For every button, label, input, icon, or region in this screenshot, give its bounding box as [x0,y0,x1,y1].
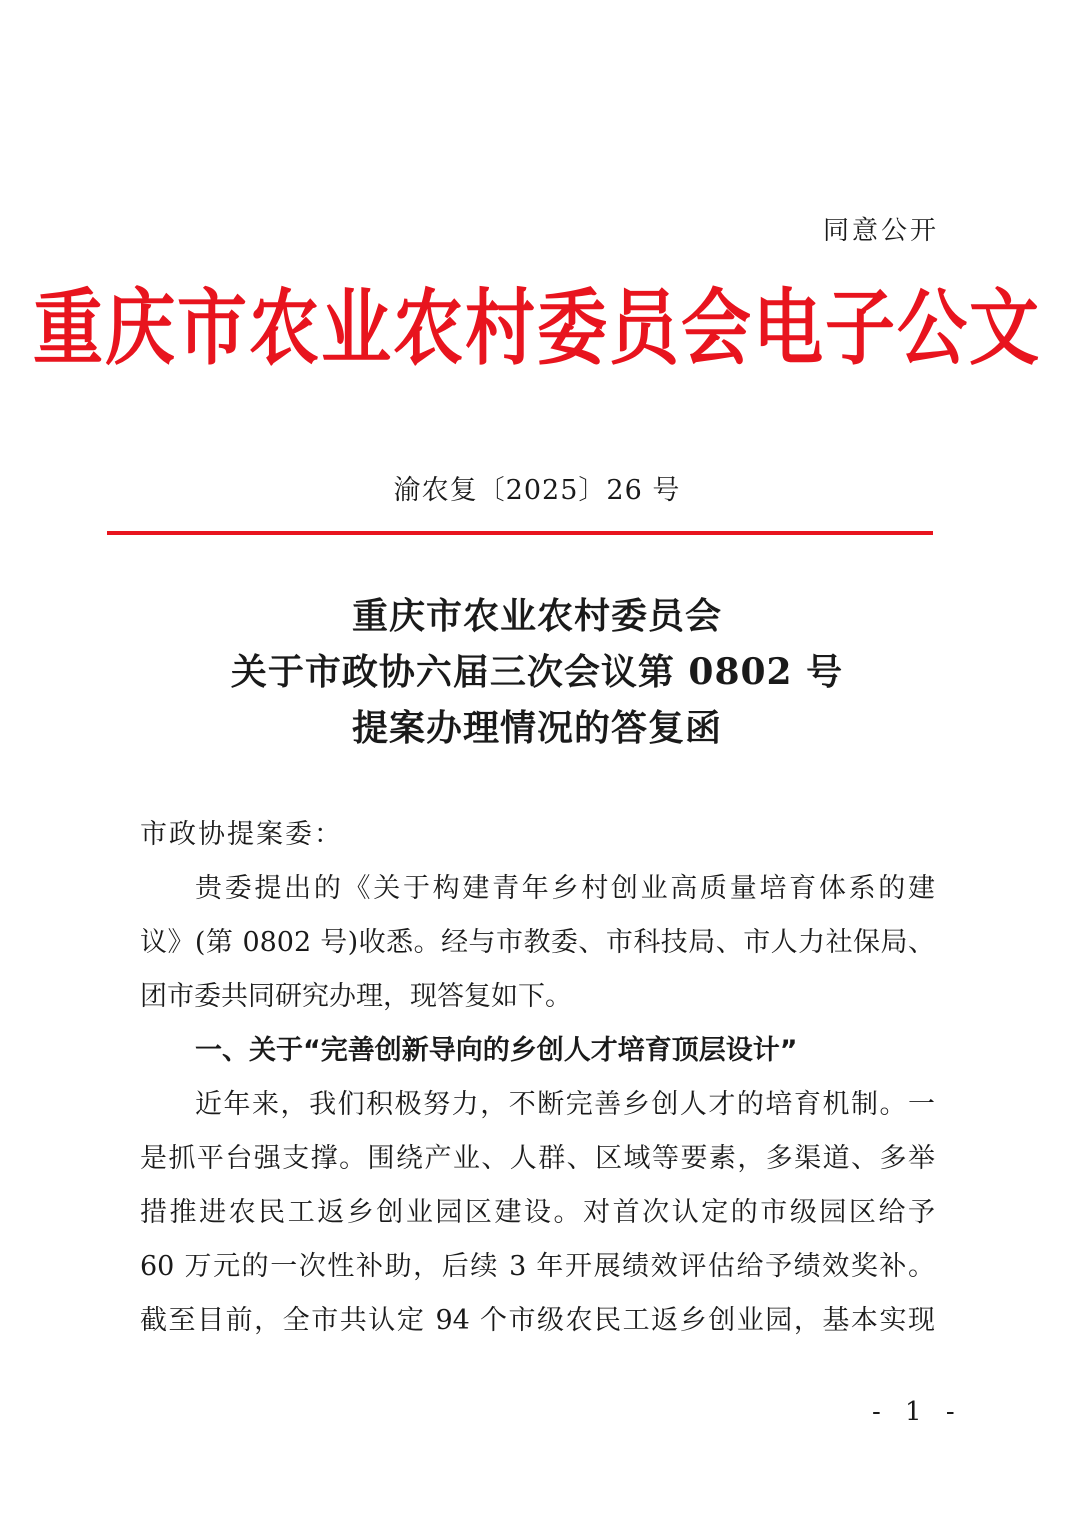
letterhead-title: 重庆市农业农村委员会电子公文 [33,279,1041,377]
document-number: 渝农复〔2025〕26 号 [393,475,681,506]
red-divider [107,531,933,535]
document-title-line-2: 关于市政协六届三次会议第 0802 号 [230,651,844,693]
paragraph-line: 贵委提出的《关于构建青年乡村创业高质量培育体系的建 [195,873,935,904]
disclosure-label: 同意公开 [823,216,940,246]
paragraph-line: 措推进农民工返乡创业园区建设。对首次认定的市级园区给予 [140,1197,935,1228]
document-title-line-3: 提案办理情况的答复函 [351,707,722,749]
salutation: 市政协提案委： [140,819,343,850]
paragraph-line: 是抓平台强支撑。围绕产业、人群、区域等要素，多渠道、多举 [140,1143,935,1174]
paragraph-line: 截至目前，全市共认定 94 个市级农民工返乡创业园，基本实现 [140,1305,935,1336]
document-title-line-1: 重庆市农业农村委员会 [351,595,722,637]
paragraph-line: 团市委共同研究办理，现答复如下。 [140,981,572,1012]
page-number: - 1 - [872,1397,963,1427]
paragraph-line: 议》(第 0802 号)收悉。经与市教委、市科技局、市人力社保局、 [140,927,935,958]
paragraph-line: 60 万元的一次性补助，后续 3 年开展绩效评估给予绩效奖补。 [140,1251,935,1282]
section-heading: 一、关于“完善创新导向的乡创人才培育顶层设计” [195,1035,798,1066]
paragraph-line: 近年来，我们积极努力，不断完善乡创人才的培育机制。一 [195,1089,935,1120]
